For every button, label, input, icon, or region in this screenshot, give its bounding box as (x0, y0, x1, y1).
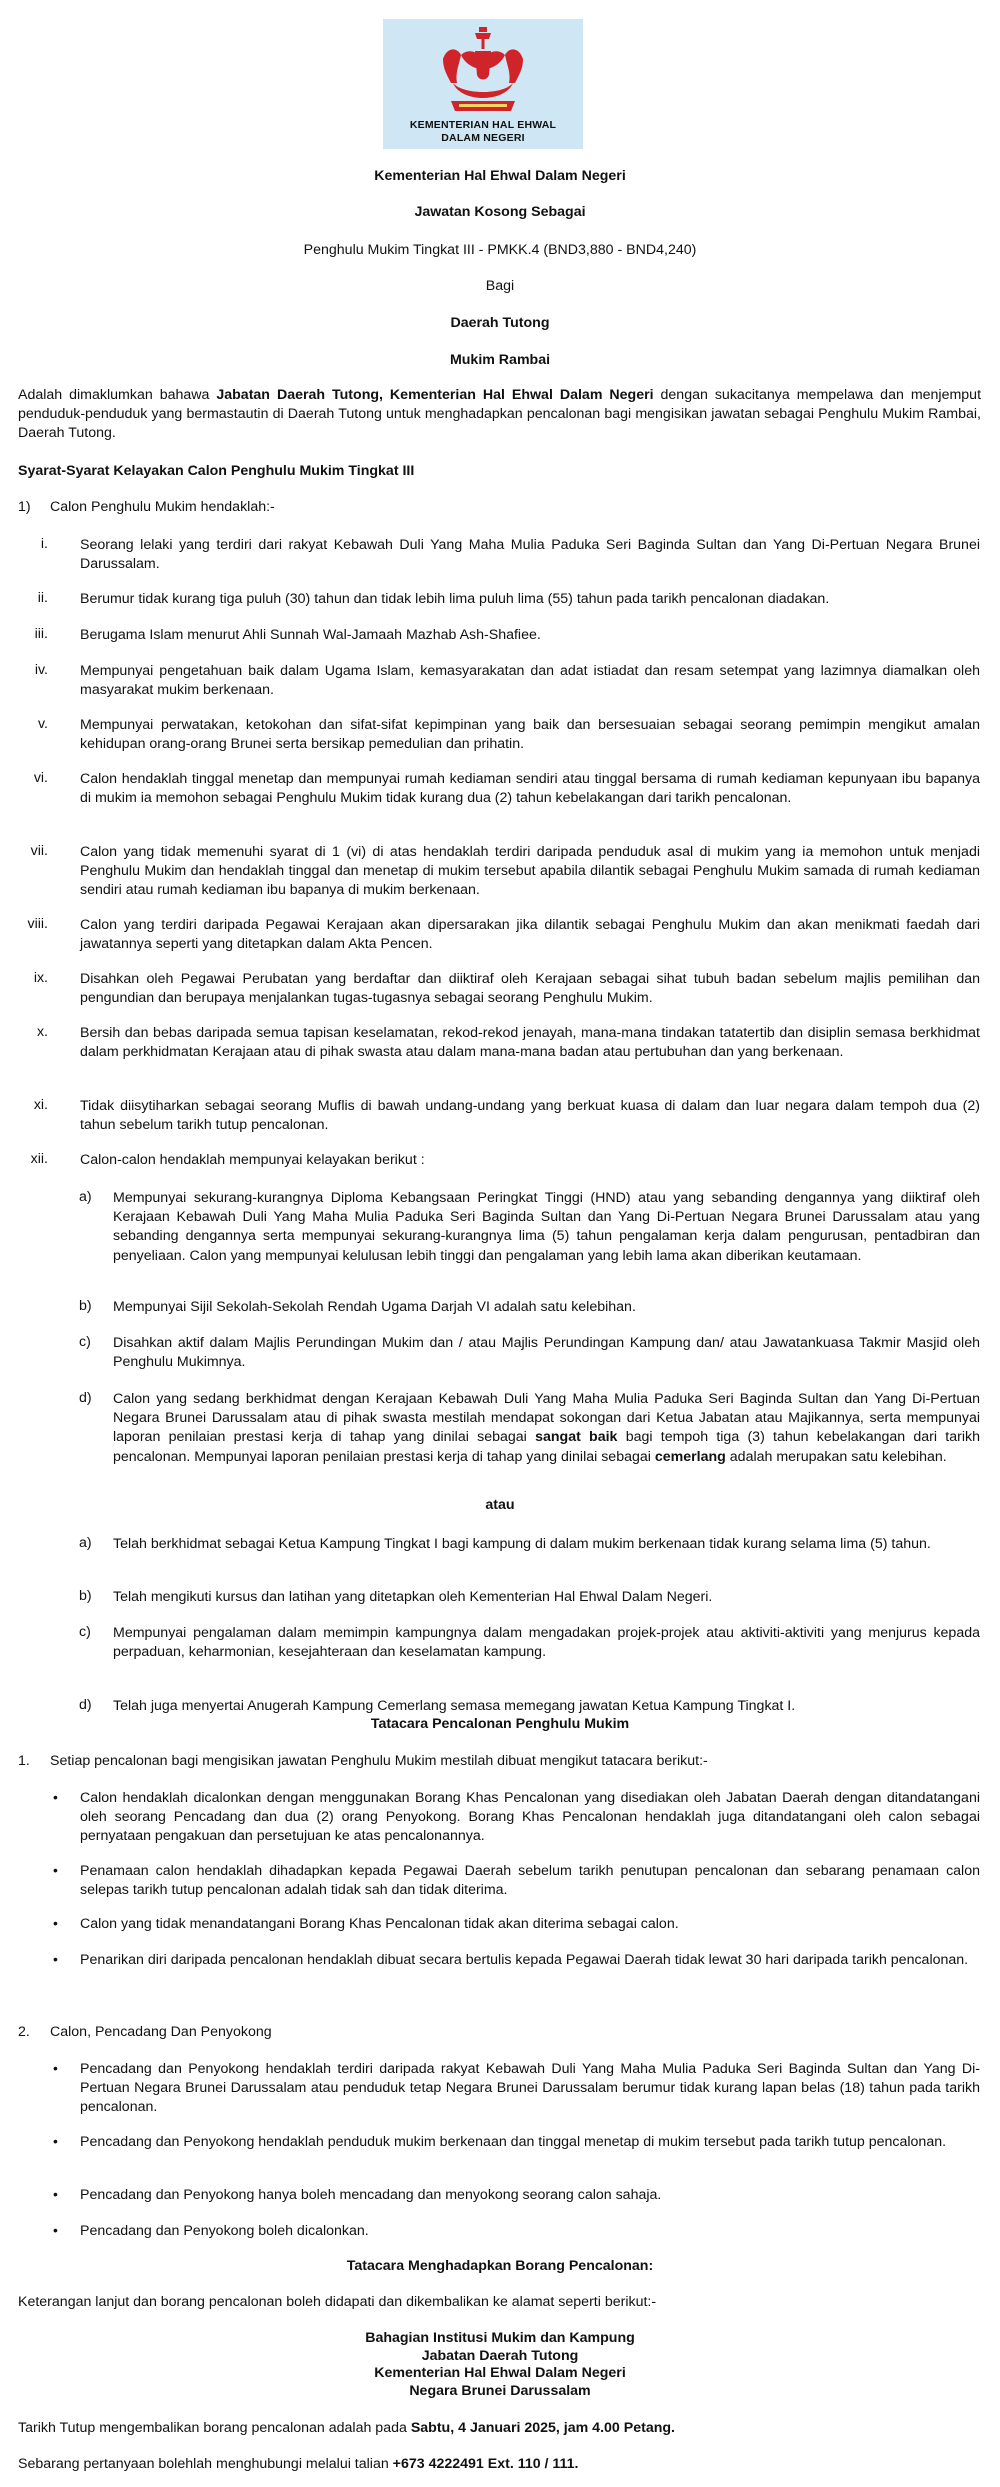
closing-pre: Tarikh Tutup mengembalikan borang pencalonan adalah pada (18, 2420, 411, 2436)
list-item-text: Calon yang tidak menandatangani Borang Khas Pencalonan tidak akan diterima sebagai calon. (80, 1916, 679, 1932)
procedure-2-text: Calon, Pencadang Dan Penyokong (50, 2024, 272, 2040)
bullet-icon: • (53, 1951, 58, 1967)
procedure-1-text: Setiap pencalonan bagi mengisikan jawatan Penghulu Mukim mestilah dibuat mengikut tatacara berikut:- (50, 1753, 708, 1769)
alpha-d-num: d) (79, 1390, 92, 1406)
bullet-icon: • (53, 1862, 58, 1878)
ministry-title: Kementerian Hal Ehwal Dalam Negeri (374, 168, 626, 184)
address-block (0, 2330, 1000, 2400)
list-item-text: Telah berkhidmat sebagai Ketua Kampung Tingkat I bagi kampung di dalam mukim berkenaan tidak kurang selama lima (5) tahun. (113, 1536, 931, 1552)
list-item-text: Penarikan diri daripada pencalonan hendaklah dibuat secara bertulis kepada Pegawai Daerah tidak lewat 30 hari daripada tarikh pencalonan. (80, 1952, 969, 1968)
list-item-text: Seorang lelaki yang terdiri dari rakyat Kebawah Duli Yang Maha Mulia Paduka Seri Baginda Sultan dan Yang Di-Pertuan Negara Brunei Darussalam. (80, 537, 980, 573)
list-item-text: Mempunyai pengetahuan baik dalam Ugama Islam, kemasyarakatan dan adat istiadat dan resam setempat yang lazimnya diamalkan oleh masyarakat mukim berkenaan. (80, 663, 980, 699)
list-item-text: Mempunyai perwatakan, ketokohan dan sifat-sifat kepimpinan yang baik dan bersesuaian sebagai seorang pemimpin mengikut amalan kehidupan orang-orang Brunei serta bersikap pemedulian dan prihatin. (80, 717, 980, 753)
list-item-text: Calon-calon hendaklah mempunyai kelayakan berikut : (80, 1152, 425, 1168)
alpha-d-bold-2: cemerlang (654, 1448, 726, 1465)
closing-bold: Sabtu, 4 Januari 2025, jam 4.00 Petang. (410, 2420, 675, 2436)
list-item-number: a) (79, 1535, 92, 1551)
logo-line-1: KEMENTERIAN HAL EHWAL (409, 119, 557, 131)
address-line: Bahagian Institusi Mukim dan Kampung (365, 2330, 635, 2346)
bullet-icon: • (53, 1789, 58, 1805)
alpha-d-part-2: bagi tempoh tiga (3) tahun kebelakangan dari tarikh pencalonan. Mempunyai laporan penilaian prestasi kerja di tahap yang dinilai sebagai (113, 1429, 980, 1465)
alpha-d-part-1: Calon yang sedang berkhidmat dengan Kerajaan Kebawah Duli Yang Maha Mulia Paduka Seri Baginda Sultan dan Yang Di-Pertuan Negara Brunei Darussalam atau di pihak swasta mestilah mendapat sokongan dari Ketua Jabatan atau Majikannya, serta mempunyai laporan penilaian prestasi kerja di tahap yang dinilai sebagai (113, 1391, 980, 1446)
list-item-text: Calon hendaklah dicalonkan dengan menggunakan Borang Khas Pencalonan yang disediakan oleh Jabatan Daerah dengan ditandatangani oleh seorang Pencadang dan dua (2) orang Penyokong. Borang Khas Pencalonan hendaklah juga ditandatangani oleh calon sebagai pernyataan pengakuan dan persetujuan ke atas pencalonannya. (80, 1790, 980, 1845)
list-item-number: d) (79, 1697, 92, 1713)
procedure-1-num: 1. (18, 1753, 30, 1769)
list-item-text: Calon hendaklah tinggal menetap dan mempunyai rumah kediaman sendiri atau tinggal bersama di rumah kediaman kepunyaan ibu bapanya di mukim ia memohon sebagai Penghulu Mukim tidak kurang dua (2) tahun kebelakangan dari tarikh pencalonan. (80, 771, 980, 807)
position-title: Penghulu Mukim Tingkat III - PMKK.4 (BND3,880 - BND4,240) (303, 242, 697, 258)
atau-separator: atau (485, 1497, 515, 1513)
procedure-heading: Tatacara Pencalonan Penghulu Mukim (370, 1716, 630, 1732)
intro-post: dengan sukacitanya mempelawa dan menjemput penduduk-penduduk yang bermastautin di Daerah Tutong untuk menghadapkan pencalonan bagi mengisikan jawatan sebagai Penghulu Mukim Rambai, Daerah Tutong. (18, 387, 982, 442)
list-item-number: c) (79, 1334, 91, 1350)
contact-info (18, 2456, 578, 2472)
intro-bold: Jabatan Daerah Tutong, Kementerian Hal Ehwal Dalam Negeri (216, 387, 654, 403)
list-item-text: Penamaan calon hendaklah dihadapkan kepada Pegawai Daerah sebelum tarikh penutupan pencalonan dan sebarang penamaan calon selepas tarikh tutup pencalonan adalah tidak sah dan tidak diterima. (80, 1863, 980, 1899)
list-item-number: vii. (30, 843, 48, 859)
list-item-number: viii. (27, 916, 48, 932)
ministry-logo (383, 19, 583, 149)
mukim-title: Mukim Rambai (449, 352, 551, 368)
list-item-number: x. (36, 1024, 48, 1040)
logo-line-2: DALAM NEGERI (441, 132, 525, 144)
bullet-icon: • (53, 2186, 58, 2202)
list-item-text: Disahkan aktif dalam Majlis Perundingan Mukim dan / atau Majlis Perundingan Kampung dan/ atau Jawatankuasa Takmir Masjid oleh Penghulu Mukimnya. (113, 1335, 980, 1371)
requirements-heading: Syarat-Syarat Kelayakan Calon Penghulu Mukim Tingkat III (18, 463, 415, 479)
address-line: Kementerian Hal Ehwal Dalam Negeri (374, 2365, 626, 2381)
list-item-text: Calon yang terdiri daripada Pegawai Kerajaan akan dipersarakan jika dilantik sebagai Penghulu Mukim dan akan menikmati faedah dari jawatannya seperti yang ditetapkan dalam Akta Pencen. (80, 917, 980, 953)
list-item-text: Pencadang dan Penyokong boleh dicalonkan. (80, 2223, 369, 2239)
address-line: Jabatan Daerah Tutong (421, 2347, 579, 2364)
list-item-number: ix. (33, 970, 48, 986)
list-item-text: Mempunyai Sijil Sekolah-Sekolah Rendah Ugama Darjah VI adalah satu kelebihan. (113, 1299, 636, 1315)
list-item-text: Bersih dan bebas daripada semua tapisan keselamatan, rekod-rekod jenayah, mana-mana tindakan tatatertib dan disiplin semasa berkhidmat dalam perkhidmatan Kerajaan atau di pihak swasta atau dalam mana-mana badan atau pertubuhan dan yang berkenaan. (80, 1025, 980, 1061)
list-item-number: b) (79, 1588, 92, 1604)
list-item-number: v. (38, 716, 48, 732)
contact-pre: Sebarang pertanyaan bolehlah menghubungi melalui talian (18, 2456, 393, 2472)
list-item-number: c) (79, 1624, 91, 1640)
brunei-crest-icon (439, 25, 527, 117)
intro-pre: Adalah dimaklumkan bahawa (18, 387, 217, 403)
alpha-d-text (113, 1390, 980, 1467)
item-1-num: 1) (18, 499, 31, 515)
list-item-number: xi. (33, 1097, 48, 1113)
list-item-text: Berugama Islam menurut Ahli Sunnah Wal-Jamaah Mazhab Ash-Shafiee. (80, 627, 541, 643)
list-item-text: Calon yang tidak memenuhi syarat di 1 (vi) di atas hendaklah terdiri daripada penduduk asal di mukim yang ia memohon untuk menjadi Penghulu Mukim dan hendaklah tinggal dan menetap di mukim tersebut apabila dilantik sebagai Penghulu Mukim samada di rumah kediaman sendiri atau rumah kediaman ibu bapanya di mukim berkenaan. (80, 844, 980, 899)
list-item-number: iii. (34, 626, 48, 642)
procedure-2-num: 2. (18, 2024, 30, 2040)
closing-date (18, 2420, 675, 2436)
list-item-text: Telah mengikuti kursus dan latihan yang ditetapkan oleh Kementerian Hal Ehwal Dalam Negeri. (113, 1589, 713, 1605)
list-item-number: i. (40, 536, 48, 552)
bullet-icon: • (53, 2060, 58, 2076)
vacancy-title: Jawatan Kosong Sebagai (414, 204, 586, 220)
list-item-number: xii. (30, 1151, 48, 1167)
address-line: Negara Brunei Darussalam (409, 2382, 591, 2399)
bagi-label: Bagi (485, 278, 515, 294)
list-item-number: ii. (37, 590, 48, 606)
district-title: Daerah Tutong (450, 315, 550, 331)
bullet-icon: • (53, 2133, 58, 2149)
list-item-text: Pencadang dan Penyokong hendaklah penduduk mukim berkenaan dan tinggal menetap di mukim tersebut pada tarikh tutup pencalonan. (80, 2134, 947, 2150)
list-item-text: Mempunyai sekurang-kurangnya Diploma Kebangsaan Peringkat Tinggi (HND) atau yang sebanding dengannya yang diiktiraf oleh Kerajaan Kebawah Duli Yang Maha Mulia Paduka Seri Baginda Sultan dan Yang Di-Pertuan Negara Brunei Darussalam atau yang sebanding dengannya serta mempunyai sekurang-kurangnya lima (5) tahun pengalaman kerja dalam pengurusan, pentadbiran dan penyeliaan. Calon yang mempunyai kelulusan lebih tinggi dan pengalaman yang lebih lama akan diberikan keutamaan. (113, 1190, 980, 1264)
list-item-number: b) (79, 1298, 92, 1314)
contact-phone: +673 4222491 Ext. 110 / 111. (392, 2456, 579, 2472)
list-item-text: Tidak diisytiharkan sebagai seorang Muflis di bawah undang-undang yang berkuat kuasa di dalam dan luar negara dalam tempoh dua (2) tahun sebelum tarikh tutup pencalonan. (80, 1098, 980, 1134)
list-item-text: Mempunyai pengalaman dalam memimpin kampungnya dalam mengadakan projek-projek atau aktiviti-aktiviti yang menjurus kepada perpaduan, keharmonian, kesejahteraan dan keselamatan kampung. (113, 1625, 980, 1661)
list-item-number: iv. (34, 662, 48, 678)
list-item-text: Berumur tidak kurang tiga puluh (30) tahun dan tidak lebih lima puluh lima (55) tahun pada tarikh pencalonan diadakan. (80, 591, 830, 607)
item-1-text: Calon Penghulu Mukim hendaklah:- (50, 499, 275, 515)
list-item-text: Telah juga menyertai Anugerah Kampung Cemerlang semasa memegang jawatan Ketua Kampung Tingkat I. (113, 1698, 796, 1714)
submission-heading: Tatacara Menghadapkan Borang Pencalonan: (346, 2258, 654, 2274)
intro-paragraph (18, 386, 981, 444)
alpha-d-part-3: adalah merupakan satu kelebihan. (725, 1448, 947, 1465)
list-item-text: Pencadang dan Penyokong hendaklah terdiri daripada rakyat Kebawah Duli Yang Maha Mulia Paduka Seri Baginda Sultan dan Yang Di-Pertuan Negara Brunei Darussalam atau penduduk tetap Negara Brunei Darussalam berumur tidak kurang lapan belas (18) tahun pada tarikh pencalonan. (80, 2061, 980, 2116)
alpha-d-bold-1: sangat baik (535, 1429, 618, 1446)
list-item-number: a) (79, 1189, 92, 1205)
list-item-number: vi. (33, 770, 48, 786)
bullet-icon: • (53, 2222, 58, 2238)
bullet-icon: • (53, 1915, 58, 1931)
submission-text: Keterangan lanjut dan borang pencalonan boleh didapati dan dikembalikan ke alamat seperti berikut:- (18, 2294, 657, 2310)
list-item-text: Pencadang dan Penyokong hanya boleh mencadang dan menyokong seorang calon sahaja. (80, 2187, 662, 2203)
list-item-text: Disahkan oleh Pegawai Perubatan yang berdaftar dan diiktiraf oleh Kerajaan sebagai sihat tubuh badan sebelum majlis pemilihan dan pengundian dan berupaya menjalankan tugas-tugasnya sebagai seorang Penghulu Mukim. (80, 971, 980, 1007)
